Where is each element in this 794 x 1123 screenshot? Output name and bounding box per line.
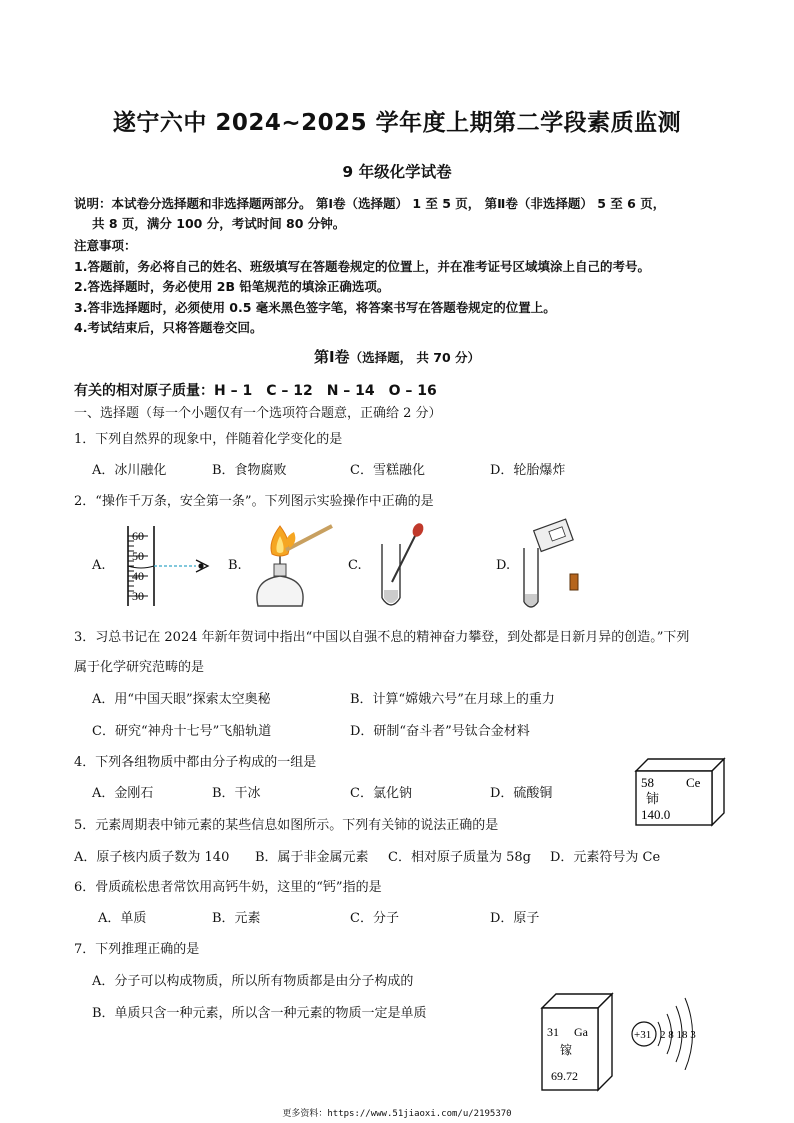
question-3-option-b: B．计算“嫦娥六号”在月球上的重力 — [350, 692, 555, 707]
question-2-label-b: B. — [228, 558, 242, 573]
cylinder-tick-50: 50 — [132, 549, 144, 563]
question-3-option-a: A．用“中国天眼”探索太空奥秘 — [92, 692, 271, 707]
note-item: 3.答非选择题时，必须使用 0.5 毫米黑色签字笔，将答案书写在答题卷规定的位置上。 — [74, 300, 556, 315]
question-3-option-d: D．研制“奋斗者”号钛合金材料 — [350, 724, 530, 739]
description-line-1: 说明：本试卷分选择题和非选择题两部分。 第Ⅰ卷（选择题） 1 至 5 页， 第Ⅱ卷（非选择题） 5 至 6 页， — [74, 196, 666, 211]
gallium-atom-structure-diagram — [628, 990, 708, 1070]
part-heading: 一、选择题（每一个小题仅有一个选项符合题意，正确给 2 分） — [74, 406, 442, 421]
cerium-symbol: Ce — [686, 775, 701, 790]
question-4-stem: 4．下列各组物质中都由分子构成的一组是 — [74, 755, 317, 770]
question-1-option-c: C．雪糕融化 — [350, 463, 425, 478]
dropper-bulb-icon — [411, 522, 426, 539]
question-6-option-c: C．分子 — [350, 911, 399, 926]
question-7-option-a: A．分子可以构成物质，所以所有物质都是由分子构成的 — [92, 974, 414, 989]
question-6-option-d: D．原子 — [490, 911, 540, 926]
cerium-name: 铈 — [646, 791, 660, 806]
gallium-element-cube — [538, 990, 616, 1094]
question-4-option-c: C．氯化钠 — [350, 786, 412, 801]
question-5-option-d: D．元素符号为 Ce — [550, 850, 661, 865]
question-6-option-b: B．元素 — [212, 911, 261, 926]
section-title-main: 第Ⅰ卷 — [313, 348, 350, 366]
question-2-label-c: C. — [348, 558, 362, 573]
notes-heading: 注意事项： — [74, 238, 137, 253]
cerium-atomic-number: 58 — [641, 775, 654, 790]
question-7-option-b: B．单质只含一种元素，所以含一种元素的物质一定是单质 — [92, 1006, 427, 1021]
question-1-option-b: B．食物腐败 — [212, 463, 287, 478]
question-5-option-c: C．相对原子质量为 58g — [388, 850, 531, 865]
atom-electron-shells: 2 8 18 3 — [660, 1029, 696, 1041]
question-4-option-d: D．硫酸铜 — [490, 786, 553, 801]
question-5-stem: 5．元素周期表中铈元素的某些信息如图所示。下列有关铈的说法正确的是 — [74, 818, 499, 833]
page-title: 遂宁六中 2024~2025 学年度上期第二学段素质监测 — [112, 110, 682, 136]
cylinder-tick-40: 40 — [132, 569, 144, 583]
cerium-atomic-mass: 140.0 — [641, 807, 671, 822]
atom-nucleus-charge: +31 — [634, 1029, 652, 1041]
gallium-atomic-mass: 69.72 — [551, 1069, 578, 1083]
question-1-stem: 1．下列自然界的现象中，伴随着化学变化的是 — [74, 432, 343, 447]
gallium-atomic-number: 31 — [547, 1025, 559, 1039]
question-4-option-b: B．干冰 — [212, 786, 261, 801]
bottle-stopper-icon — [570, 574, 578, 590]
test-tube-dropper-illustration — [370, 520, 430, 610]
note-item: 2.答选择题时，务必使用 2B 铅笔规范的填涂正确选项。 — [74, 279, 390, 294]
question-3-stem-1: 3．习总书记在 2024 年新年贺词中指出“中国以自强不息的精神奋力攀登，到处都是日新月异的创造。”下列 — [74, 630, 690, 645]
footer-link[interactable]: 更多资料：https://www.51jiaoxi.com/u/2195370 — [282, 1109, 512, 1119]
question-5-option-b: B．属于非金属元素 — [255, 850, 369, 865]
cerium-element-cube — [632, 757, 728, 827]
question-7-stem: 7．下列推理正确的是 — [74, 942, 200, 957]
question-2-label-d: D. — [496, 558, 511, 573]
exam-subtitle: 9 年级化学试卷 — [342, 163, 452, 181]
description-line-2: 共 8 页，满分 100 分，考试时间 80 分钟。 — [92, 216, 346, 231]
note-item: 4.考试结束后，只将答题卷交回。 — [74, 320, 263, 335]
graduated-cylinder-illustration — [118, 522, 218, 608]
question-5-option-a: A．原子核内质子数为 140 — [74, 850, 230, 865]
cylinder-tick-60: 60 — [132, 529, 144, 543]
pouring-liquid-illustration — [514, 518, 594, 610]
note-item: 1.答题前，务必将自己的姓名、班级填写在答题卷规定的位置上，并在准考证号区域填涂上自己的考号。 — [74, 259, 650, 274]
question-6-option-a: A．单质 — [98, 911, 147, 926]
question-2-label-a: A. — [92, 558, 106, 573]
question-1-option-d: D．轮胎爆炸 — [490, 463, 566, 478]
reagent-bottle-icon — [534, 519, 573, 551]
question-4-option-a: A．金刚石 — [92, 786, 154, 801]
question-2-stem: 2．“操作千万条，安全第一条”。下列图示实验操作中正确的是 — [74, 494, 434, 509]
cylinder-tick-30: 30 — [132, 589, 144, 603]
question-3-option-c: C．研究“神舟十七号”飞船轨道 — [92, 724, 272, 739]
gallium-name: 镓 — [560, 1043, 573, 1057]
alcohol-lamp-illustration — [248, 520, 340, 612]
question-3-stem-2: 属于化学研究范畴的是 — [74, 660, 205, 675]
question-6-stem: 6．骨质疏松患者常饮用高钙牛奶，这里的“钙”指的是 — [74, 880, 382, 895]
section-title — [0, 346, 794, 367]
question-1-option-a: A．冰川融化 — [92, 463, 167, 478]
atomic-mass-line: 有关的相对原子质量：H – 1 C – 12 N – 14 O – 16 — [74, 383, 437, 399]
section-title-note: （选择题， 共 70 分） — [349, 350, 481, 365]
gallium-symbol: Ga — [574, 1025, 588, 1039]
